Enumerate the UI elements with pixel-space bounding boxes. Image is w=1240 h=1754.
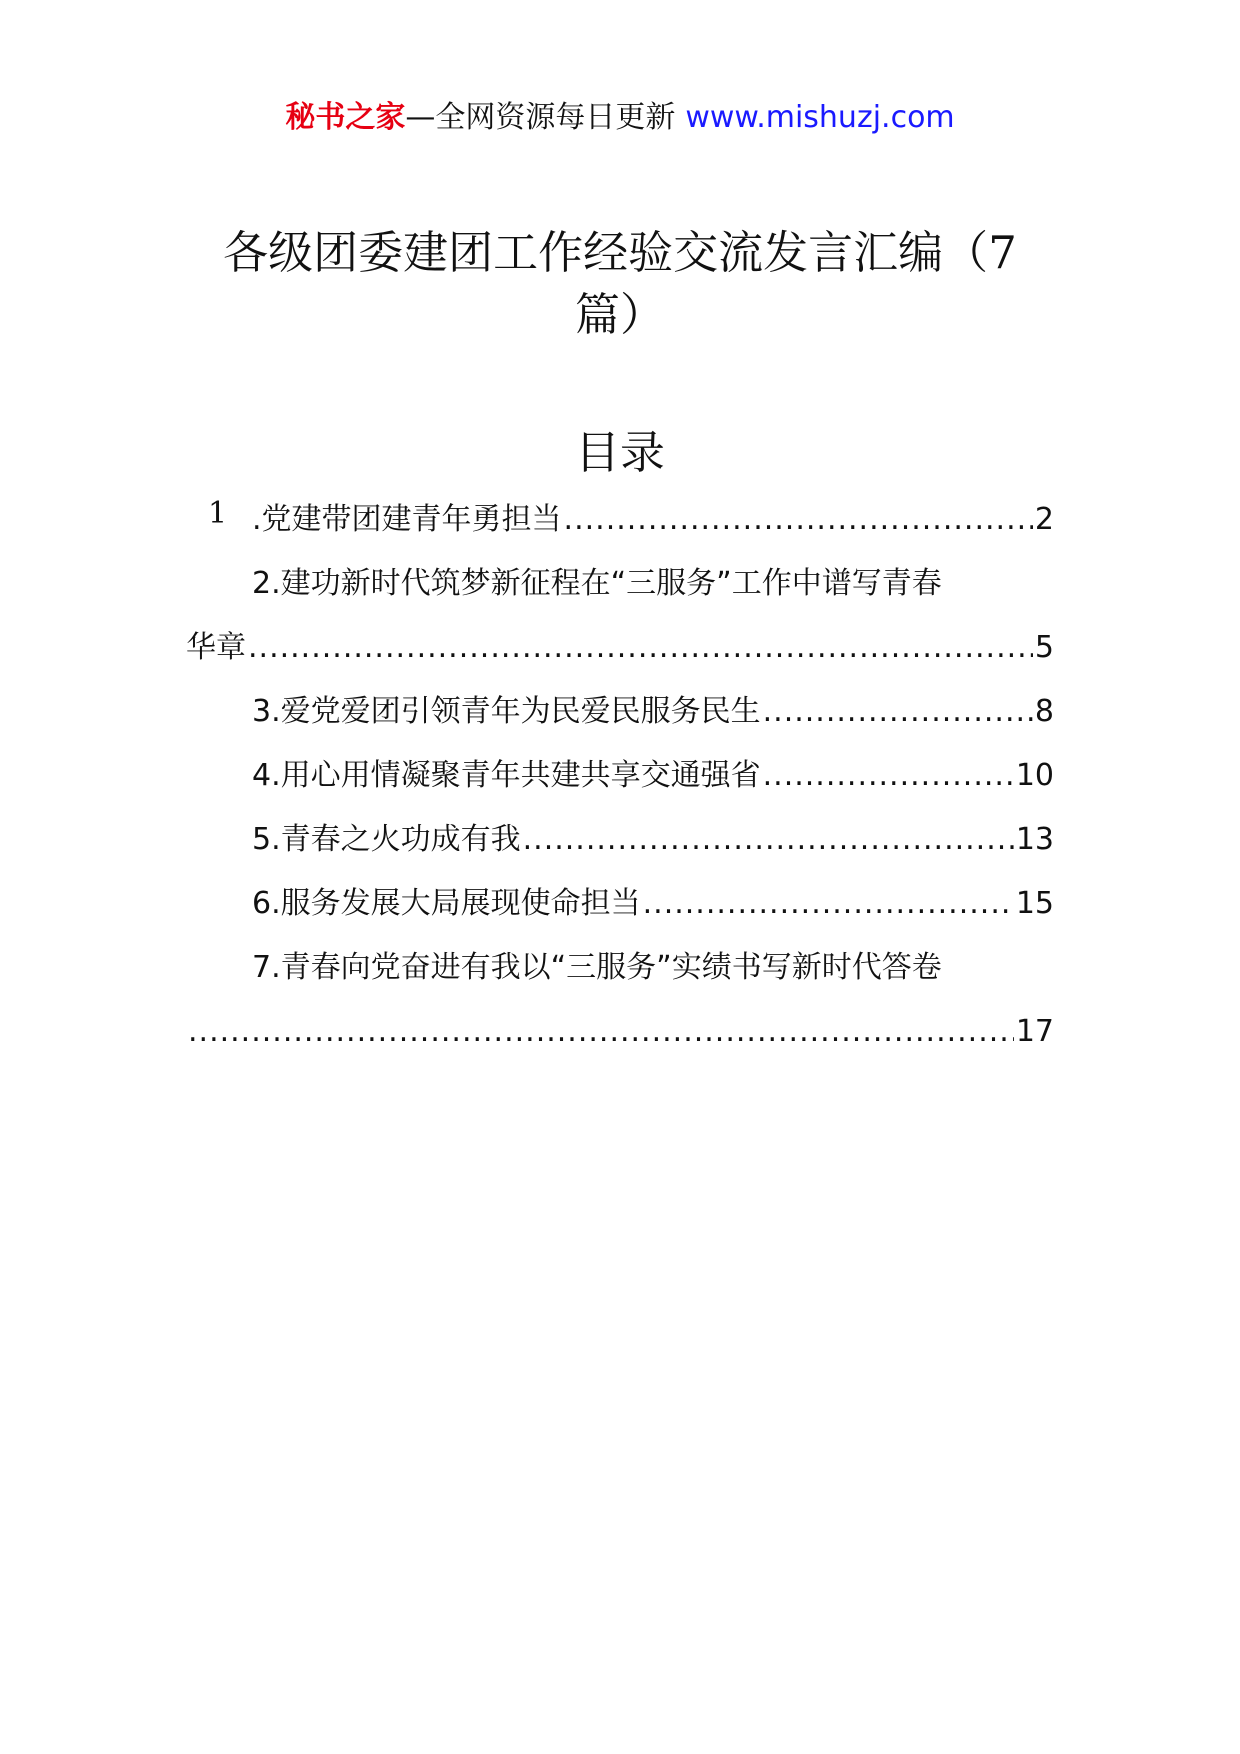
site-url-link[interactable]: www.mishuzj.com <box>685 100 955 135</box>
toc-leader <box>248 628 1033 668</box>
toc-entry-page: 2 <box>1034 502 1054 537</box>
site-header <box>0 98 1240 138</box>
toc-entry-5[interactable] <box>252 820 1054 860</box>
toc-entry-title: 4.用心用情凝聚青年共建共享交通强省 <box>252 758 761 793</box>
toc-entry-page: 8 <box>1034 694 1054 729</box>
toc-entry-4[interactable] <box>252 756 1054 796</box>
toc-leader <box>643 884 1014 924</box>
toc-leader <box>763 756 1014 796</box>
toc-entry-title: 2.建功新时代筑梦新征程在“三服务”工作中谱写青春 <box>252 566 942 601</box>
site-tagline: —全网资源每日更新 <box>405 100 676 135</box>
toc-leader <box>188 1012 1014 1052</box>
toc-entry-2-continuation[interactable] <box>186 628 1054 668</box>
toc-entry-page: 10 <box>1015 758 1054 793</box>
site-name: 秘书之家 <box>285 100 406 135</box>
toc-entry-title-continuation: 华章 <box>186 630 246 665</box>
toc-entry-title: .党建带团建青年勇担当 <box>252 502 562 537</box>
toc-entry-7-continuation[interactable] <box>186 1012 1054 1052</box>
toc-entry-page: 15 <box>1015 886 1054 921</box>
toc-entry-1[interactable] <box>252 500 1054 540</box>
toc-entry-title: 6.服务发展大局展现使命担当 <box>252 886 641 921</box>
document-title <box>200 222 1040 346</box>
toc-leader <box>763 692 1033 732</box>
toc-entry-6[interactable] <box>252 884 1054 924</box>
toc-entry-page: 13 <box>1015 822 1054 857</box>
toc-entry-3[interactable] <box>252 692 1054 732</box>
title-main: 各级团委建团工作经验交流发言汇编（ <box>223 226 989 279</box>
title-tail: 篇） <box>574 288 665 341</box>
toc-entry-title: 7.青春向党奋进有我以“三服务”实绩书写新时代答卷 <box>252 950 942 985</box>
toc-entry-page: 17 <box>1015 1014 1054 1049</box>
toc-entry-7[interactable] <box>252 948 1054 988</box>
toc-entry-title: 5.青春之火功成有我 <box>252 822 521 857</box>
title-count: 7 <box>988 226 1017 279</box>
toc-leader <box>564 500 1033 540</box>
toc-entry-2[interactable] <box>252 564 1054 604</box>
toc-heading: 目录 <box>574 426 665 479</box>
stray-number: 1 <box>208 496 228 531</box>
toc-entry-title: 3.爱党爱团引领青年为民爱民服务民生 <box>252 694 761 729</box>
toc-leader <box>523 820 1014 860</box>
toc-entry-page: 5 <box>1034 630 1054 665</box>
